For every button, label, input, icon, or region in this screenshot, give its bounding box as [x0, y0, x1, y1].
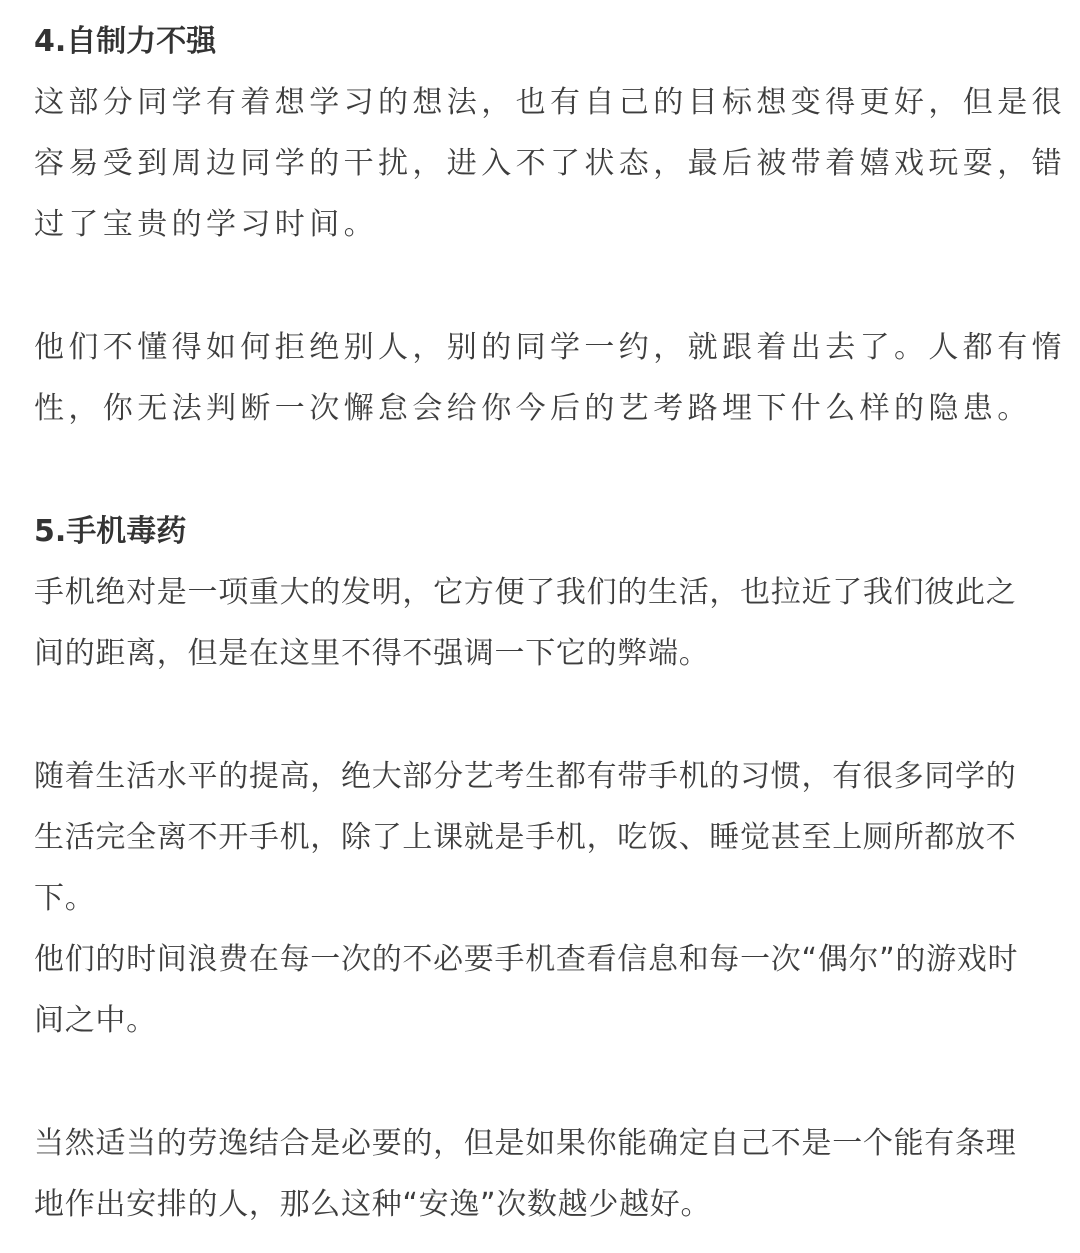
- paragraph-line: 性，你无法判断一次懈怠会给你今后的艺考路埋下什么样的隐患。: [34, 391, 1032, 426]
- section-4-heading: 4.自制力不强: [34, 24, 217, 59]
- paragraph-line: 这部分同学有着想学习的想法，也有自己的目标想变得更好，但是很: [34, 85, 1066, 120]
- paragraph-line: 他们的时间浪费在每一次的不必要手机查看信息和每一次“偶尔”的游戏时: [34, 942, 1019, 977]
- section-5-heading: 5.手机毒药: [34, 514, 187, 549]
- paragraph-line: 间之中。: [34, 1003, 157, 1038]
- paragraph-line: 他们不懂得如何拒绝别人，别的同学一约，就跟着出去了。人都有惰: [34, 330, 1066, 365]
- paragraph-line: 容易受到周边同学的干扰，进入不了状态，最后被带着嬉戏玩耍，错: [34, 146, 1066, 181]
- paragraph-line: 生活完全离不开手机，除了上课就是手机，吃饭、睡觉甚至上厕所都放不: [34, 820, 1017, 855]
- paragraph-line: 地作出安排的人，那么这种“安逸”次数越少越好。: [34, 1187, 712, 1222]
- paragraph-line: 下。: [34, 881, 96, 916]
- paragraph-line: 间的距离，但是在这里不得不强调一下它的弊端。: [34, 636, 710, 671]
- paragraph-line: 手机绝对是一项重大的发明，它方便了我们的生活，也拉近了我们彼此之: [34, 575, 1017, 610]
- paragraph-line: 当然适当的劳逸结合是必要的，但是如果你能确定自己不是一个能有条理: [34, 1126, 1017, 1161]
- paragraph-line: 随着生活水平的提高，绝大部分艺考生都有带手机的习惯，有很多同学的: [34, 759, 1017, 794]
- paragraph-line: 过了宝贵的学习时间。: [34, 207, 378, 242]
